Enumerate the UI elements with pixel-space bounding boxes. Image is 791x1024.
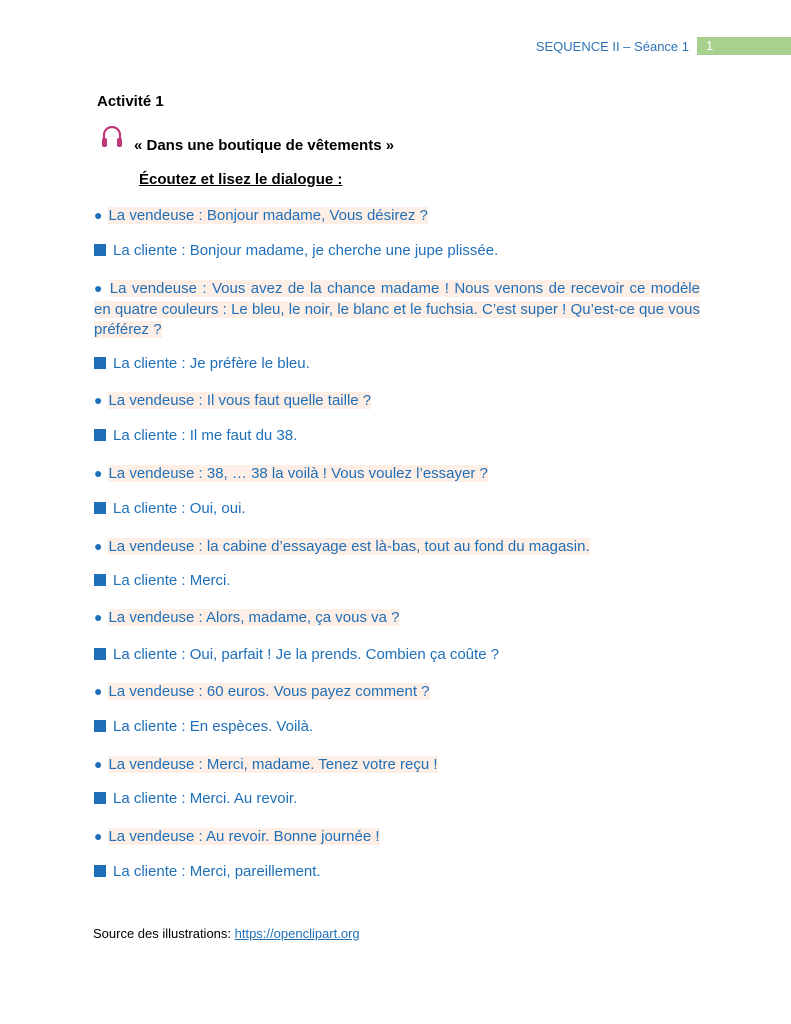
dialogue-text: La cliente : Je préfère le bleu. [113,355,310,372]
dialogue-line-cliente [94,862,700,883]
bullet-dot-icon: ● [94,392,103,408]
dialogue-line-cliente [94,645,700,666]
dialogue-line-vendeuse [94,607,700,629]
page-number: 1 [697,37,791,55]
dialogue-line-vendeuse [94,205,700,227]
bullet-dot-icon: ● [94,828,103,844]
dialogue-text: La vendeuse : Au revoir. Bonne journée ! [108,828,380,845]
dialogue-text: La vendeuse : Il vous faut quelle taille ? [108,392,372,409]
bullet-dot-icon: ● [94,756,103,772]
dialogue-text: La cliente : Merci. Au revoir. [113,790,298,807]
dialogue-line-vendeuse [94,390,700,412]
dialogue-text: La vendeuse : Vous avez de la chance madame ! Nous venons de recevoir ce modèle en quatre couleurs : Le bleu, le noir, le blanc et le fuchsia. C’est super ! Qu’est-ce que vous préférez ? [94,280,700,338]
dialogue-line-vendeuse [94,536,700,558]
instruction-subtitle: Écoutez et lisez le dialogue : [139,171,343,188]
source-link[interactable]: https://openclipart.org [234,926,360,941]
dialogue-text: La cliente : Oui, oui. [113,500,246,517]
header-title: SEQUENCE II – Séance 1 [535,38,689,54]
dialogue-line-cliente [94,241,700,262]
bullet-dot-icon: ● [94,280,104,296]
page-header [536,37,791,55]
dialogue-line-vendeuse [94,278,700,341]
dialogue-line-cliente [94,354,700,375]
dialogue-text: La vendeuse : Bonjour madame, Vous désirez ? [108,207,428,224]
dialogue-text: La cliente : En espèces. Voilà. [113,718,314,735]
bullet-square-icon [94,502,106,514]
dialogue-text: La vendeuse : la cabine d’essayage est là-bas, tout au fond du magasin. [108,538,590,555]
dialogue-text: La cliente : Merci, pareillement. [113,863,321,880]
dialogue-text: La vendeuse : Alors, madame, ça vous va ? [108,609,400,626]
dialogue-line-vendeuse [94,681,700,703]
bullet-square-icon [94,648,106,660]
source-note [93,926,360,941]
bullet-square-icon [94,792,106,804]
dialogue-line-vendeuse [94,826,700,848]
source-label: Source des illustrations: [93,926,235,941]
bullet-square-icon [94,865,106,877]
dialogue-line-cliente [94,789,700,810]
bullet-dot-icon: ● [94,609,103,625]
dialogue-line-cliente [94,571,700,592]
dialogue-text: La cliente : Merci. [113,572,231,589]
dialogue-text: La cliente : Bonjour madame, je cherche une jupe plissée. [113,242,499,259]
bullet-dot-icon: ● [94,465,103,481]
dialogue-title: « Dans une boutique de vêtements » [134,137,395,154]
bullet-dot-icon: ● [94,207,103,223]
dialogue-text: La vendeuse : Merci, madame. Tenez votre reçu ! [108,756,438,773]
bullet-square-icon [94,720,106,732]
dialogue-text: La cliente : Oui, parfait ! Je la prends. Combien ça coûte ? [113,646,500,663]
dialogue-line-cliente [94,426,700,447]
bullet-dot-icon: ● [94,538,103,554]
headphones-icon [100,124,124,150]
dialogue-line-vendeuse [94,463,700,485]
dialogue-text: La vendeuse : 38, … 38 la voilà ! Vous voulez l’essayer ? [108,465,488,482]
bullet-dot-icon: ● [94,683,103,699]
activity-heading: Activité 1 [97,93,164,110]
bullet-square-icon [94,574,106,586]
bullet-square-icon [94,429,106,441]
dialogue-line-cliente [94,717,700,738]
bullet-square-icon [94,244,106,256]
dialogue-line-vendeuse [94,754,700,776]
bullet-square-icon [94,357,106,369]
dialogue-line-cliente [94,499,700,520]
dialogue-text: La cliente : Il me faut du 38. [113,427,298,444]
dialogue-text: La vendeuse : 60 euros. Vous payez comment ? [108,683,430,700]
